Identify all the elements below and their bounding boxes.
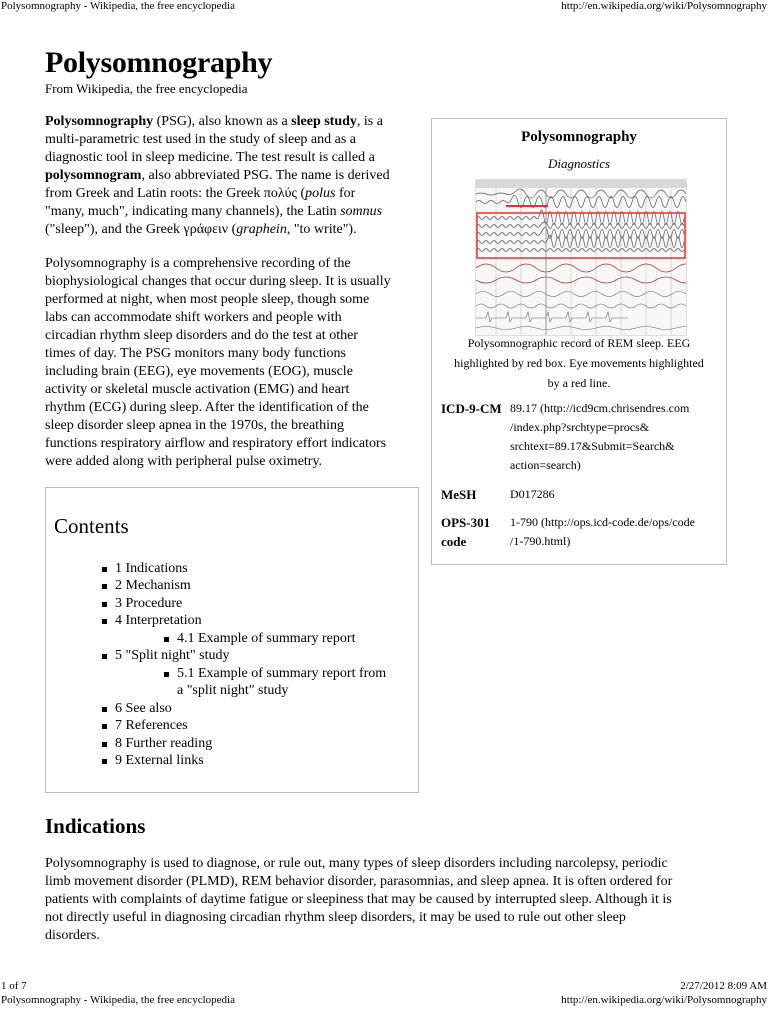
indications-line: not directly useful in diagnosing circadian rhythm sleep disorders, it may be used to rule out other sleep	[45, 910, 626, 925]
print-footer-meta	[0, 980, 768, 994]
intro2-line: activity or skeletal muscle activation (EMG) and heart	[45, 382, 350, 397]
icd9-link[interactable]: 89.17 (http://icd9cm.chrisendres.com /index.php?srchtype=procs& srchtext=89.17&Submit=Search& action=search)	[510, 401, 690, 472]
ops301-link[interactable]: 1-790 (http://ops.icd-code.de/ops/code /1-790.html)	[510, 515, 695, 548]
intro2-line: biophysiological changes that occur during sleep. It is usually	[45, 274, 391, 289]
toc-item-external-links[interactable]: 9 External links	[102, 752, 204, 770]
intro2-line: times of day. The PSG monitors many body functions	[45, 346, 346, 361]
toc-item-see-also[interactable]: 6 See also	[102, 700, 172, 718]
bullet-icon	[102, 602, 107, 607]
indications-line: disorders.	[45, 928, 100, 943]
bullet-icon	[102, 742, 107, 747]
bullet-icon	[164, 637, 169, 642]
print-footer-title: Polysomnography - Wikipedia, the free encyclopedia	[1, 994, 235, 1006]
infobox-caption	[442, 333, 716, 393]
toc-item-mechanism[interactable]: 2 Mechanism	[102, 577, 191, 595]
infobox-row-icd9	[441, 399, 721, 479]
toc-item-indications[interactable]: 1 Indications	[102, 560, 188, 578]
intro-paragraph-1	[45, 113, 417, 239]
page-title: Polysomnography	[45, 46, 273, 79]
intro-line-1: Polysomnography (PSG), also known as a sleep study, is a	[45, 114, 383, 129]
toc-item-split-night-summary-cont[interactable]: a "split night" study	[177, 683, 289, 698]
indications-paragraph	[45, 855, 735, 945]
intro2-line: including brain (EEG), eye movements (EOG), muscle	[45, 364, 353, 379]
infobox-subtitle: Diagnostics	[547, 156, 611, 171]
bullet-icon	[102, 759, 107, 764]
infobox-row-mesh	[441, 485, 721, 505]
print-header-title: Polysomnography - Wikipedia, the free encyclopedia	[1, 0, 235, 12]
polysomnogram-graphic	[476, 180, 686, 335]
bullet-icon	[102, 619, 107, 624]
intro2-line: labs can accommodate shift workers and people with	[45, 310, 342, 325]
caption-line: Polysomnographic record of REM sleep. EEG	[467, 336, 691, 350]
toc-item-references[interactable]: 7 References	[102, 717, 188, 735]
table-of-contents	[45, 487, 419, 793]
intro-line-4: polysomnogram, also abbreviated PSG. The name is derived	[45, 168, 390, 183]
toc-item-interpretation[interactable]: 4 Interpretation	[102, 612, 202, 630]
infobox-key: MeSH	[441, 487, 477, 502]
infobox-title: Polysomnography	[521, 129, 637, 145]
bullet-icon	[102, 584, 107, 589]
page-subtitle: From Wikipedia, the free encyclopedia	[45, 81, 248, 96]
toc-item-further-reading[interactable]: 8 Further reading	[102, 735, 212, 753]
infobox-key: OPS-301 code	[441, 515, 491, 549]
bullet-icon	[102, 707, 107, 712]
print-datetime: 2/27/2012 8:09 AM	[680, 980, 767, 992]
print-header	[0, 0, 768, 14]
print-footer-url[interactable]: http://en.wikipedia.org/wiki/Polysomnography	[561, 994, 767, 1006]
intro2-line: were added along with peripheral pulse oximetry.	[45, 454, 323, 469]
print-footer	[0, 994, 768, 1008]
intro-line-7: ("sleep"), and the Greek γράφειν (graphein, "to write").	[45, 222, 357, 237]
bullet-icon	[102, 724, 107, 729]
infobox-row-ops301	[441, 513, 721, 553]
page-count: 1 of 7	[1, 980, 27, 992]
mesh-link[interactable]: D017286	[510, 487, 555, 501]
section-heading-indications: Indications	[45, 814, 146, 838]
toc-item-procedure[interactable]: 3 Procedure	[102, 595, 182, 613]
intro-paragraph-2	[45, 255, 417, 471]
toc-item-split-night-summary[interactable]: 5.1 Example of summary report from	[164, 665, 386, 683]
infobox	[431, 118, 727, 565]
bullet-icon	[102, 567, 107, 572]
intro2-line: functions respiratory airflow and respiratory effort indicators	[45, 436, 387, 451]
caption-line: by a red line.	[547, 376, 611, 390]
intro2-line: rhythm (ECG) during sleep. After the identification of the	[45, 400, 369, 415]
caption-line: highlighted by red box. Eye movements highlighted	[454, 356, 704, 370]
intro-line-5: from Greek and Latin roots: the Greek πολύς (polus for	[45, 186, 356, 201]
bullet-icon	[164, 672, 169, 677]
intro2-line: sleep disorder sleep apnea in the 1970s, the breathing	[45, 418, 344, 433]
polysomnogram-image[interactable]	[475, 179, 687, 336]
indications-line: limb movement disorder (PLMD), REM behavior disorder, parasomnias, and sleep apnea. It is often ordered for	[45, 874, 673, 889]
intro2-line: performed at night, when most people sleep, though some	[45, 292, 370, 307]
intro-line-2: multi-parametric test used in the study of sleep and as a	[45, 132, 357, 147]
indications-line: Polysomnography is used to diagnose, or rule out, many types of sleep disorders including narcolepsy, periodic	[45, 856, 668, 871]
intro-line-6: "many, much", indicating many channels), the Latin somnus	[45, 204, 383, 219]
toc-item-split-night[interactable]: 5 "Split night" study	[102, 647, 230, 665]
intro-line-3: diagnostic tool in sleep medicine. The test result is called a	[45, 150, 375, 165]
bullet-icon	[102, 654, 107, 659]
print-header-url[interactable]: http://en.wikipedia.org/wiki/Polysomnography	[561, 0, 767, 12]
toc-title: Contents	[54, 514, 129, 538]
infobox-key: ICD-9-CM	[441, 401, 502, 416]
toc-item-summary-report[interactable]: 4.1 Example of summary report	[164, 630, 355, 648]
intro2-line: circadian rhythm sleep disorders and do the test at other	[45, 328, 358, 343]
intro2-line: Polysomnography is a comprehensive recording of the	[45, 256, 351, 271]
indications-line: patients with complaints of daytime fatigue or sleepiness that may be caused by interrupted sleep. Although it is	[45, 892, 672, 907]
